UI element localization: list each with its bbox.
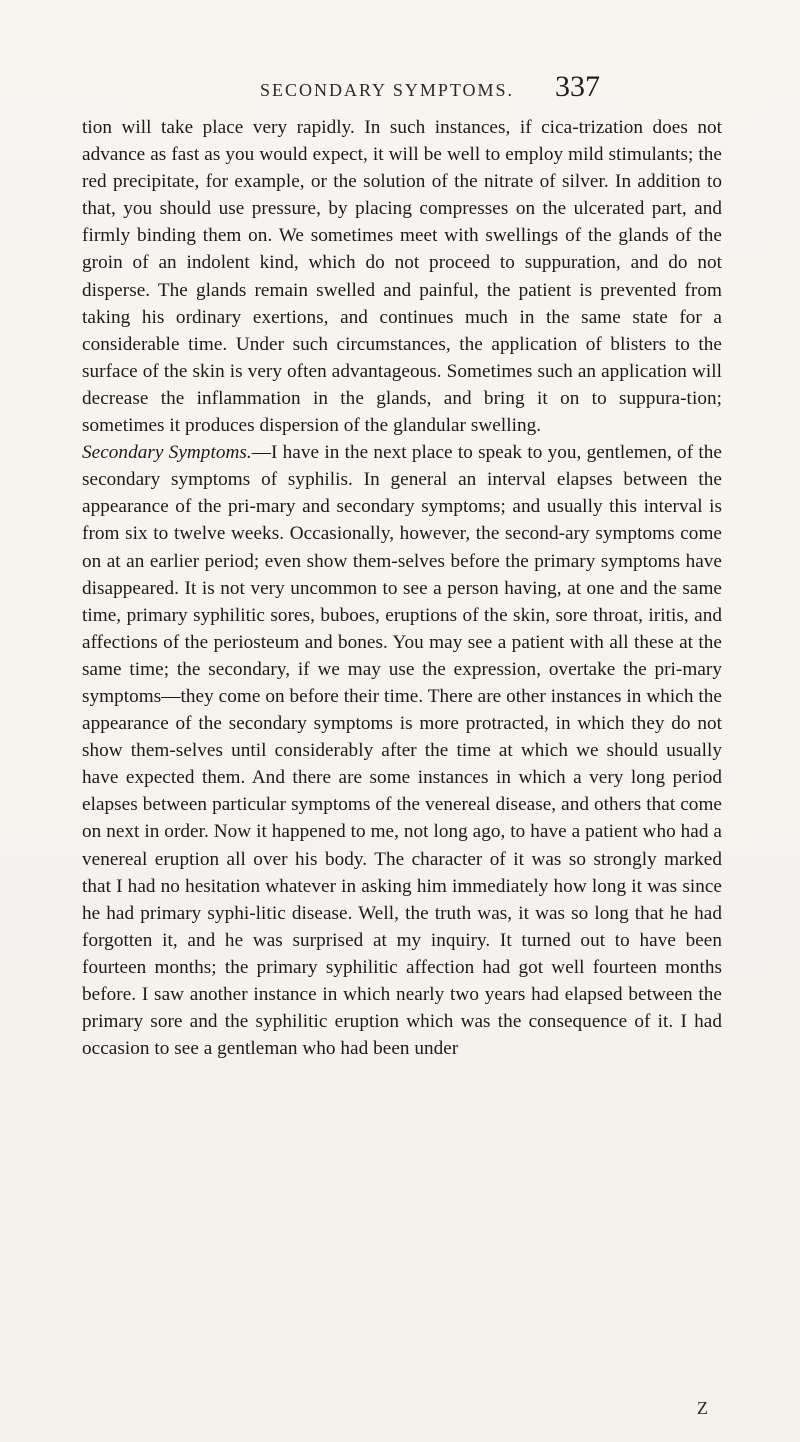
paragraph-2-container: [82, 439, 722, 1062]
paragraph-1: tion will take place very rapidly. In such instances, if cica-trization does not advance as fast as you would expect, it will be well to employ mild stimulants; the red precipitate, for example, or the solution of the nitrate of silver. In addition to that, you should use pressure, by placing compresses on the ulcerated part, and firmly binding them on. We sometimes meet with swellings of the glands of the groin of an indolent kind, which do not proceed to suppuration, and do not disperse. The glands remain swelled and painful, the patient is prevented from taking his ordinary exertions, and continues much in the same state for a considerable time. Under such circumstances, the application of blisters to the surface of the skin is very often advantageous. Sometimes such an application will decrease the inflammation in the glands, and bring it on to suppura-tion; sometimes it produces dispersion of the glandular swelling.: [82, 117, 722, 437]
running-head: [260, 70, 600, 106]
running-title: SECONDARY SYMPTOMS.: [260, 80, 515, 100]
signature-mark: Z: [697, 1398, 708, 1418]
page-number: 337: [555, 70, 600, 103]
section-heading: Secondary Symptoms.: [82, 442, 252, 464]
paragraph-2: —I have in the next place to speak to you, gentlemen, of the secondary symptoms of syphilis. In general an interval elapses between the appearance of the pri-mary and secondary symptoms; and usually this interval is from six to twelve weeks. Occasionally, however, the second-ary symptoms come on at an earlier period; even show them-selves before the primary symptoms have disappeared. It is not very uncommon to see a person having, at one and the same time, primary syphilitic sores, buboes, eruptions of the skin, sore throat, iritis, and affections of the periosteum and bones. You may see a patient with all these at the same time; the secondary, if we may use the expression, overtake the pri-mary symptoms—they come on before their time. There are other instances in which the appearance of the secondary symptoms is more protracted, in which they do not show them-selves until considerably after the time at which we should usually have expected them. And there are some instances in which a very long period elapses between particular symptoms of the venereal disease, and others that come on next in order. Now it happened to me, not long ago, to have a patient who had a venereal eruption all over his body. The character of it was so strongly marked that I had no hesitation whatever in asking him immediately how long it was since he had primary syphi-litic disease. Well, the truth was, it was so long that he had forgotten it, and he was surprised at my inquiry. It turned out to have been fourteen months; the primary syphilitic affection had got well fourteen months before. I saw another instance in which nearly two years had elapsed between the primary sore and the syphilitic eruption which was the consequence of it. I had occasion to see a gentleman who had been under: [82, 442, 722, 1060]
body-text: [82, 114, 722, 1062]
